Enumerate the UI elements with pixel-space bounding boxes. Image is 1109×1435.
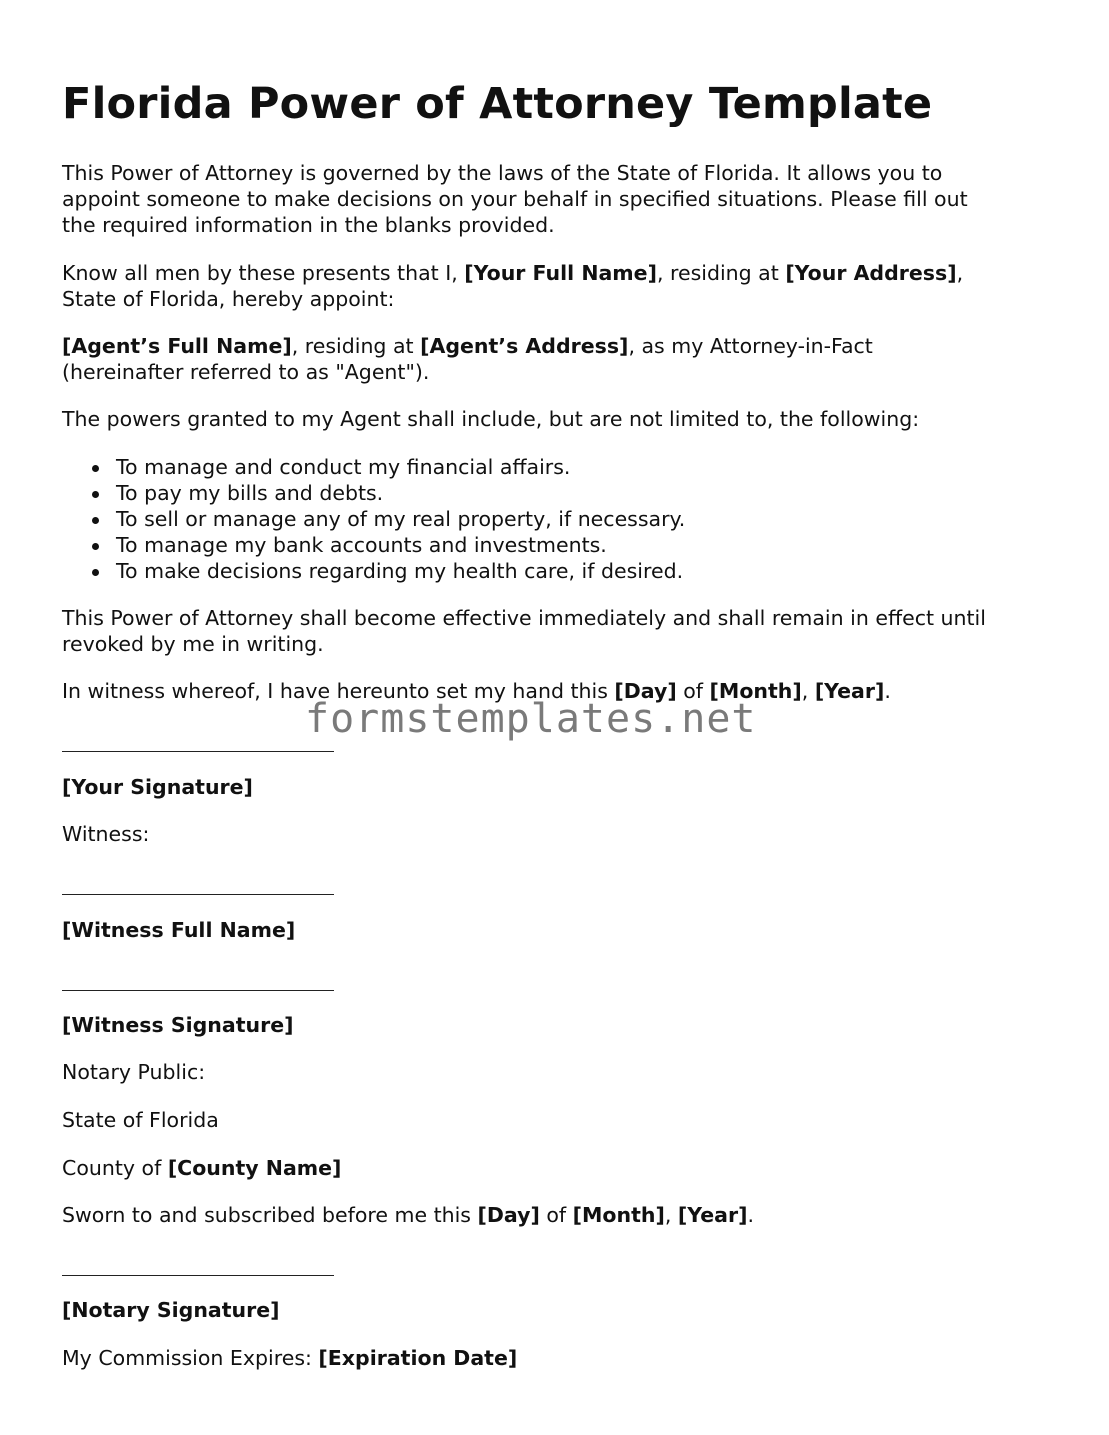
appointment-mid: , residing at xyxy=(656,261,786,285)
powers-intro: The powers granted to my Agent shall include, but are not limited to, the following: xyxy=(62,407,920,431)
signature-line xyxy=(62,1275,334,1276)
year-field: [Year] xyxy=(814,679,885,703)
intro-line: This Power of Attorney is governed by the laws of the State of Florida. It allows you to xyxy=(62,161,943,185)
signature-line xyxy=(62,751,334,752)
agent-mid: , residing at xyxy=(291,334,421,358)
witness-signature-label: [Witness Signature] xyxy=(62,1013,294,1037)
county-line: County of [County Name] xyxy=(62,1156,342,1180)
appointment-suffix: , xyxy=(956,261,964,285)
agent-paragraph xyxy=(62,333,1052,385)
sworn-year-field: [Year] xyxy=(677,1203,748,1227)
expiration-date-field: [Expiration Date] xyxy=(318,1346,518,1370)
appointment-line-2: State of Florida, hereby appoint: xyxy=(62,287,395,311)
notary-public-label: Notary Public: xyxy=(62,1060,206,1084)
powers-list xyxy=(62,454,685,584)
intro-line: the required information in the blanks provided. xyxy=(62,213,555,237)
intro-paragraph xyxy=(62,160,1052,238)
bullet-icon xyxy=(92,543,99,550)
month-field: [Month] xyxy=(709,679,802,703)
list-item: To manage my bank accounts and investments. xyxy=(62,532,685,558)
watermark-text: formstemplates.net xyxy=(305,696,757,742)
your-full-name-field: [Your Full Name] xyxy=(464,261,657,285)
bullet-icon xyxy=(92,569,99,576)
effective-paragraph xyxy=(62,605,1052,657)
sworn-line: Sworn to and subscribed before me this [Day] of [Month], [Year]. xyxy=(62,1203,754,1227)
effective-line: This Power of Attorney shall become effective immediately and shall remain in effect until xyxy=(62,606,986,630)
agent-line-2: (hereinafter referred to as "Agent"). xyxy=(62,360,430,384)
witness-label: Witness: xyxy=(62,822,150,846)
bullet-icon xyxy=(92,491,99,498)
bullet-icon xyxy=(92,465,99,472)
list-item: To pay my bills and debts. xyxy=(62,480,685,506)
sworn-day-field: [Day] xyxy=(477,1203,540,1227)
witness-full-name-label: [Witness Full Name] xyxy=(62,918,296,942)
agent-full-name-field: [Agent’s Full Name] xyxy=(62,334,292,358)
state-label: State of Florida xyxy=(62,1108,219,1132)
commission-line: My Commission Expires: [Expiration Date] xyxy=(62,1346,518,1370)
list-item: To sell or manage any of my real property, if necessary. xyxy=(62,506,685,532)
your-address-field: [Your Address] xyxy=(785,261,957,285)
document-title: Florida Power of Attorney Template xyxy=(62,79,933,129)
agent-address-field: [Agent’s Address] xyxy=(420,334,629,358)
appointment-prefix: Know all men by these presents that I, xyxy=(62,261,465,285)
signature-line xyxy=(62,894,334,895)
your-signature-label: [Your Signature] xyxy=(62,775,253,799)
witness-whereof-paragraph: In witness whereof, I have hereunto set my hand this [Day] of [Month], [Year]. xyxy=(62,679,891,703)
sworn-month-field: [Month] xyxy=(572,1203,665,1227)
day-field: [Day] xyxy=(614,679,677,703)
agent-suffix: , as my Attorney-in-Fact xyxy=(628,334,873,358)
list-item: To make decisions regarding my health care, if desired. xyxy=(62,558,685,584)
intro-line: appoint someone to make decisions on your behalf in specified situations. Please fill out xyxy=(62,187,968,211)
notary-signature-label: [Notary Signature] xyxy=(62,1298,280,1322)
signature-line xyxy=(62,990,334,991)
list-item: To manage and conduct my financial affairs. xyxy=(62,454,685,480)
county-name-field: [County Name] xyxy=(167,1156,342,1180)
appointment-paragraph xyxy=(62,260,1052,312)
effective-line: revoked by me in writing. xyxy=(62,632,324,656)
bullet-icon xyxy=(92,517,99,524)
